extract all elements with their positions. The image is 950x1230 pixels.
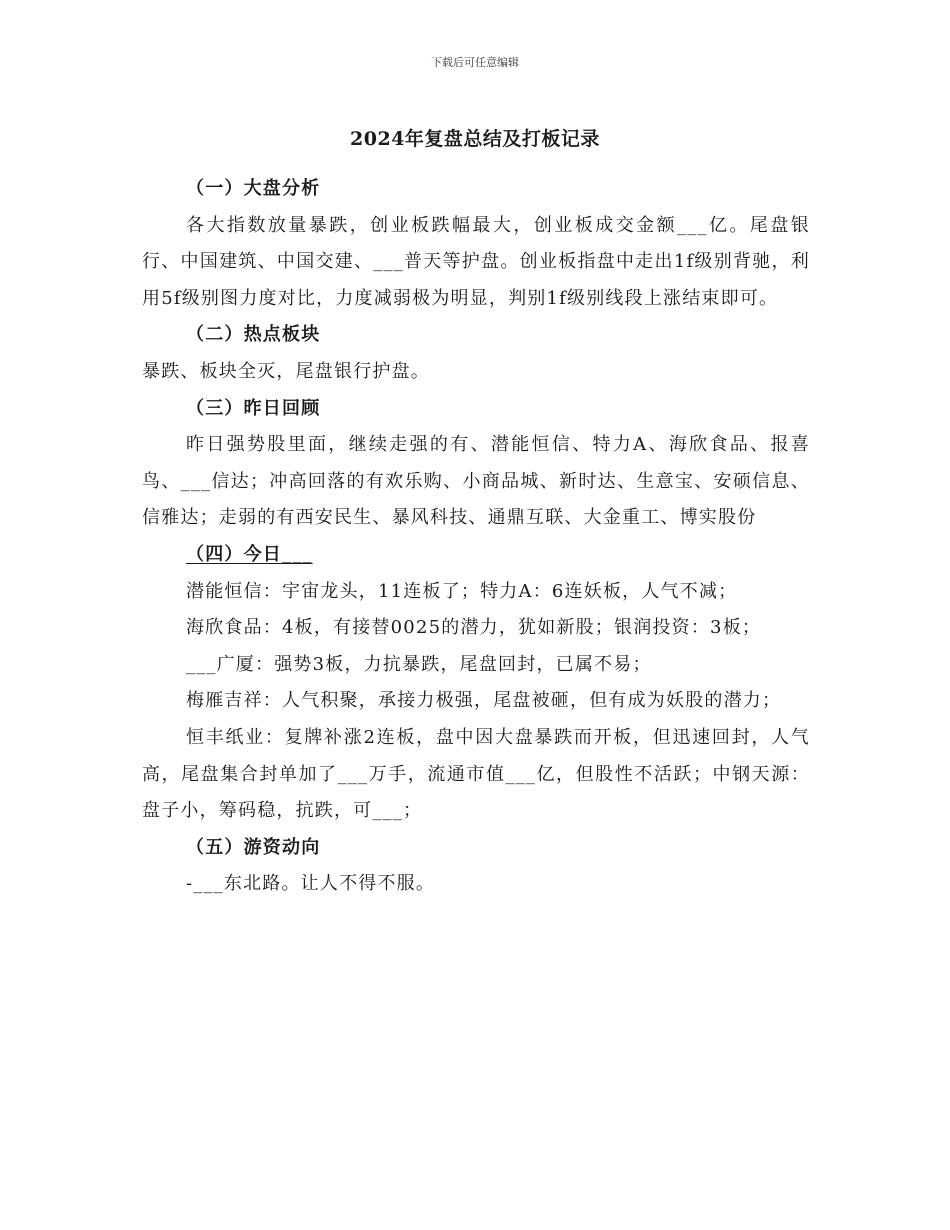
paragraph-yesterday-review: 昨日强势股里面，继续走强的有、潜能恒信、特力A、海欣食品、报喜鸟、___信达；冲高回落的有欢乐购、小商品城、新时达、生意宝、安硕信息、信雅达；走弱的有西安民生、暴风科技、通鼎互联、大金重工、博实股份 [142,434,810,529]
document-title: 2024年复盘总结及打板记录 [350,128,600,150]
paragraph-hot-money: -___东北路。让人不得不服。 [186,873,436,895]
paragraph-today-5: 恒丰纸业：复牌补涨2连板，盘中因大盘暴跌而开板，但迅速回封，人气高，尾盘集合封单加了___万手，流通市值___亿，但股性不活跃；中钢天源：盘子小，筹码稳，抗跌，可___； [142,726,810,822]
paragraph-today-4: 梅雁吉祥：人气积聚，承接力极强，尾盘被砸，但有成为妖股的潜力； [186,690,782,712]
paragraph-today-1: 潜能恒信：宇宙龙头，11连板了；特力A：6连妖板，人气不减； [186,580,738,602]
header-note: 下载后可任意编辑 [431,56,519,69]
section-heading-today-text: （四）今日___ [186,543,313,565]
paragraph-today-2: 海欣食品：4板，有接替0025的潜力，犹如新股；银润投资：3板； [186,617,762,639]
document-body [142,171,810,903]
section-heading-hot-money: （五）游资动向 [186,836,321,858]
paragraph-market-analysis: 各大指数放量暴跌，创业板跌幅最大，创业板成交金额___亿。尾盘银行、中国建筑、中国交建、___普天等护盘。创业板指盘中走出1f级别背驰，利用5f级别图力度对比，力度减弱极为明显，判别1f级别线段上涨结束即可。 [142,214,810,309]
paragraph-today-3: ___广厦：强势3板，力抗暴跌，尾盘回封，已属不易； [186,653,652,675]
section-heading-market-analysis: （一）大盘分析 [186,178,321,199]
section-heading-hot-sectors: （二）热点板块 [186,324,321,346]
paragraph-hot-sectors: 暴跌、板块全灭，尾盘银行护盘。 [142,360,430,382]
section-heading-today [142,537,810,574]
section-heading-yesterday-review: （三）昨日回顾 [186,397,321,419]
